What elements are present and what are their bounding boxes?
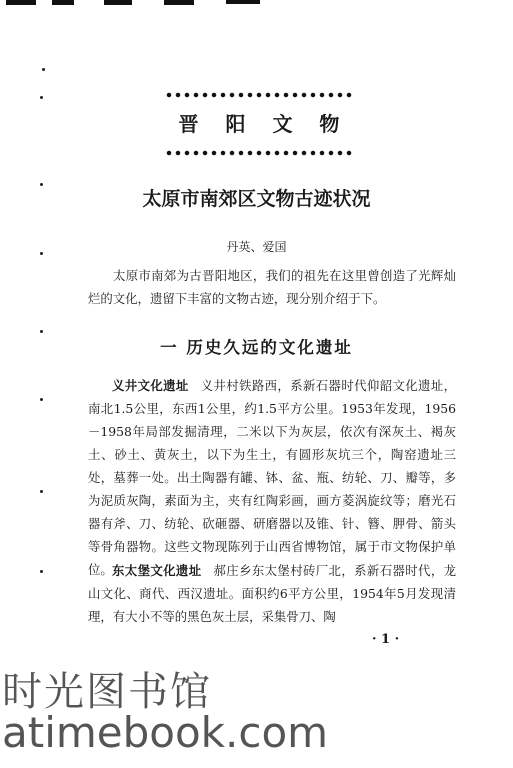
site-name: 东太堡文化遗址	[112, 563, 202, 578]
scan-speck	[40, 330, 43, 333]
scan-speck	[40, 398, 43, 401]
decorative-border-bottom	[164, 148, 354, 158]
scan-mark	[226, 0, 260, 4]
decorative-border-top	[164, 90, 354, 100]
intro-paragraph: 太原市南郊为古晋阳地区，我们的祖先在这里曾创造了光辉灿烂的文化，遗留下丰富的文物古迹，现分别介绍于下。	[88, 268, 456, 306]
paragraph-dongtaibao-site	[88, 559, 456, 628]
site-name: 义井文化遗址	[112, 378, 189, 393]
watermark-text: 时光图书馆	[2, 669, 212, 715]
page-number: · 1 ·	[372, 632, 400, 647]
scan-speck	[40, 570, 43, 573]
scan-edge	[0, 0, 513, 10]
scan-speck	[40, 96, 43, 99]
paragraph-yijing-site	[88, 374, 456, 581]
section-heading: 晋 阳 文 物	[178, 112, 350, 136]
scan-mark	[52, 0, 74, 5]
scan-mark	[104, 0, 132, 5]
scan-speck	[42, 68, 45, 71]
paragraph-text: 郝庄乡东太堡村砖厂北，系新石器时代，龙山文化、商代、西汉遗址。面积约6平方公里，1954年5月发现清理，有大小不等的黑色灰土层，采集骨刀、陶	[88, 563, 457, 624]
subsection-heading: 一 历史久远的文化遗址	[160, 338, 353, 357]
scan-mark	[164, 0, 194, 5]
paragraph-text: 义井村铁路西，系新石器时代仰韶文化遗址，南北1.5公里，东西1公里，约1.5平方公里。1953年发现，1956－1958年局部发掘清理，二米以下为灰层，依次有深灰土、褐灰土、砂土、黄灰土，以下为生土，有圆形灰坑三个，陶窑遗址三处，墓葬一处。出土陶器有罐、钵、盆、瓶、纺轮、刀、瓣等，多为泥质灰陶，素面为主，夹有红陶彩画，画方菱涡旋纹等；磨光石器有斧、刀、纺轮、砍砸器、研磨器以及锥、针、簪、胛骨、箭头等骨角器物。这些文物现陈列于山西省博物馆，属于市文物保护单位。	[88, 378, 457, 577]
scan-speck	[40, 490, 43, 493]
section-header	[159, 90, 359, 164]
article-title: 太原市南郊区文物古迹状况	[142, 188, 371, 210]
article-author: 丹英、爱国	[226, 240, 287, 254]
scan-mark	[6, 0, 36, 5]
watermark-url: atimebook.com	[2, 708, 329, 757]
